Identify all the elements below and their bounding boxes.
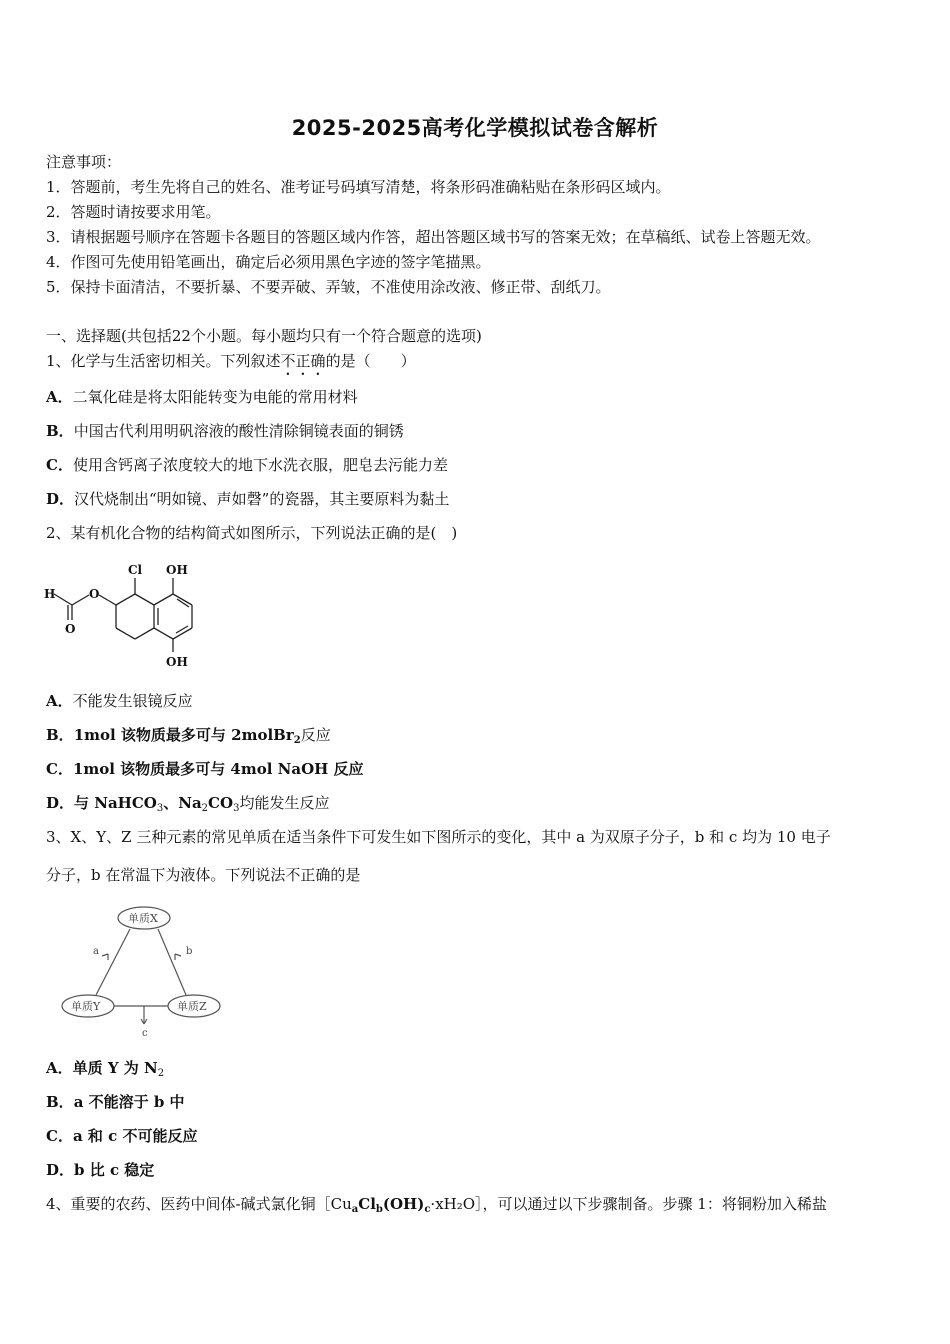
hydroxyl-top-label: OH <box>166 563 188 577</box>
option-text: 1mol 该物质最多可与 2molBr <box>73 726 294 744</box>
option-letter: D． <box>46 1161 75 1179</box>
option-text: 使用含钙离子浓度较大的地下水洗衣服，肥皂去污能力差 <box>72 456 448 474</box>
q4-stem-post: ·xH₂O］，可以通过以下步骤制备。步骤 1：将铜粉加入稀盐 <box>430 1195 827 1213</box>
q3-option-a[interactable] <box>46 1058 164 1078</box>
q3-triangle-diagram <box>58 902 228 1042</box>
node-y-label: 单质Y <box>71 1000 101 1013</box>
notice-item-4: 4．作图可先使用铅笔画出，确定后必须用黑色字迹的签字笔描黑。 <box>46 253 491 271</box>
option-letter: B． <box>46 726 74 744</box>
subscript: 2 <box>201 803 209 814</box>
notice-item-3: 3．请根据题号顺序在答题卡各题目的答题区域内作答，超出答题区域书写的答案无效；在草稿纸、试卷上答题无效。 <box>46 228 821 246</box>
q2-option-b[interactable] <box>46 725 331 745</box>
q1-option-b[interactable] <box>46 421 404 441</box>
subscript: 2 <box>157 1068 165 1079</box>
option-text: 与 NaHCO <box>74 794 157 812</box>
option-letter: A． <box>46 1059 73 1077</box>
option-text: 二氧化硅是将太阳能转变为电能的常用材料 <box>72 388 358 406</box>
q2-option-d[interactable] <box>46 793 329 813</box>
option-letter: C． <box>46 456 73 474</box>
section-heading: 一、选择题(共包括22个小题。每小题均只有一个符合题意的选项) <box>46 327 482 345</box>
q1-stem <box>46 351 416 379</box>
edge-b-label: b <box>186 946 193 957</box>
q4-stem <box>46 1194 827 1214</box>
q1-stem-post: 的是（ ） <box>325 352 416 370</box>
q4-stem-pre: 4、重要的农药、医药中间体-碱式氯化铜［Cu <box>46 1195 352 1213</box>
formula-part: (OH) <box>382 1195 425 1213</box>
option-letter: B． <box>46 422 74 440</box>
option-text: a 和 c 不可能反应 <box>72 1127 198 1145</box>
option-letter: C． <box>46 760 73 778</box>
q3-option-b[interactable] <box>46 1092 185 1112</box>
option-letter: D． <box>46 794 75 812</box>
q3-option-c[interactable] <box>46 1126 197 1146</box>
option-text: a 不能溶于 b 中 <box>73 1093 185 1111</box>
option-text: 1mol 该物质最多可与 4mol NaOH 反应 <box>72 760 364 778</box>
edge-c-label: c <box>142 1028 148 1039</box>
q1-option-c[interactable] <box>46 455 448 475</box>
q2-stem: 2、某有机化合物的结构简式如图所示，下列说法正确的是( ) <box>46 524 458 542</box>
q3-stem-line-2: 分子，b 在常温下为液体。下列说法不正确的是 <box>46 866 361 884</box>
q3-stem-line-1: 3、X、Y、Z 三种元素的常见单质在适当条件下可发生如下图所示的变化，其中 a 为双原子分子，b 和 c 均为 10 电子 <box>46 828 831 846</box>
notice-item-1: 1．答题前，考生先将自己的姓名、准考证号码填写清楚，将条形码准确粘贴在条形码区域内。 <box>46 178 671 196</box>
option-letter: A． <box>46 388 73 406</box>
option-letter: D． <box>46 490 75 508</box>
hydroxyl-bottom-label: OH <box>166 655 188 669</box>
carbonyl-oxygen-label: O <box>65 622 76 636</box>
subscript: b <box>375 1204 383 1215</box>
option-letter: B． <box>46 1093 74 1111</box>
page-title: 2025-2025高考化学模拟试卷含解析 <box>291 116 659 140</box>
option-text: 汉代烧制出“明如镜、声如磬”的瓷器，其主要原料为黏土 <box>74 490 450 508</box>
option-text: b 比 c 稳定 <box>74 1161 155 1179</box>
q2-option-a[interactable] <box>46 691 193 711</box>
chlorine-label: Cl <box>128 563 143 577</box>
subscript: c <box>424 1204 431 1215</box>
option-letter: C． <box>46 1127 73 1145</box>
ester-oxygen-label: O <box>89 587 100 601</box>
q1-option-a[interactable] <box>46 387 358 407</box>
notice-item-2: 2．答题时请按要求用笔。 <box>46 203 221 221</box>
hydrogen-label: H <box>44 587 56 601</box>
subscript: a <box>351 1204 359 1215</box>
option-text: 中国古代利用明矾溶液的酸性清除铜镜表面的铜锈 <box>73 422 404 440</box>
notice-item-5: 5．保持卡面清洁，不要折暴、不要弄破、弄皱，不准使用涂改液、修正带、刮纸刀。 <box>46 278 611 296</box>
q2-option-c[interactable] <box>46 759 364 779</box>
option-text: 单质 Y 为 N <box>72 1059 158 1077</box>
q3-option-d[interactable] <box>46 1160 154 1180</box>
notice-heading: 注意事项： <box>46 153 122 171</box>
q1-option-d[interactable] <box>46 489 449 509</box>
subscript: 3 <box>233 803 240 814</box>
option-text-end: 反应 <box>300 726 331 744</box>
formula-part: Cl <box>358 1195 376 1213</box>
option-text: 、Na <box>163 794 202 812</box>
option-text: 不能发生银镜反应 <box>72 692 193 710</box>
q1-stem-emphasis: 不正确 <box>280 352 326 370</box>
node-z-label: 单质Z <box>177 1000 207 1013</box>
option-text: CO <box>208 794 234 812</box>
q1-stem-pre: 1、化学与生活密切相关。下列叙述 <box>46 352 281 370</box>
edge-a-label: a <box>93 946 99 957</box>
option-text-end: 均能发生反应 <box>239 794 330 812</box>
node-x-label: 单质X <box>128 912 158 925</box>
subscript: 3 <box>156 803 164 814</box>
subscript: 2 <box>293 735 301 746</box>
q2-structure-figure <box>40 558 210 673</box>
option-letter: A． <box>46 692 73 710</box>
